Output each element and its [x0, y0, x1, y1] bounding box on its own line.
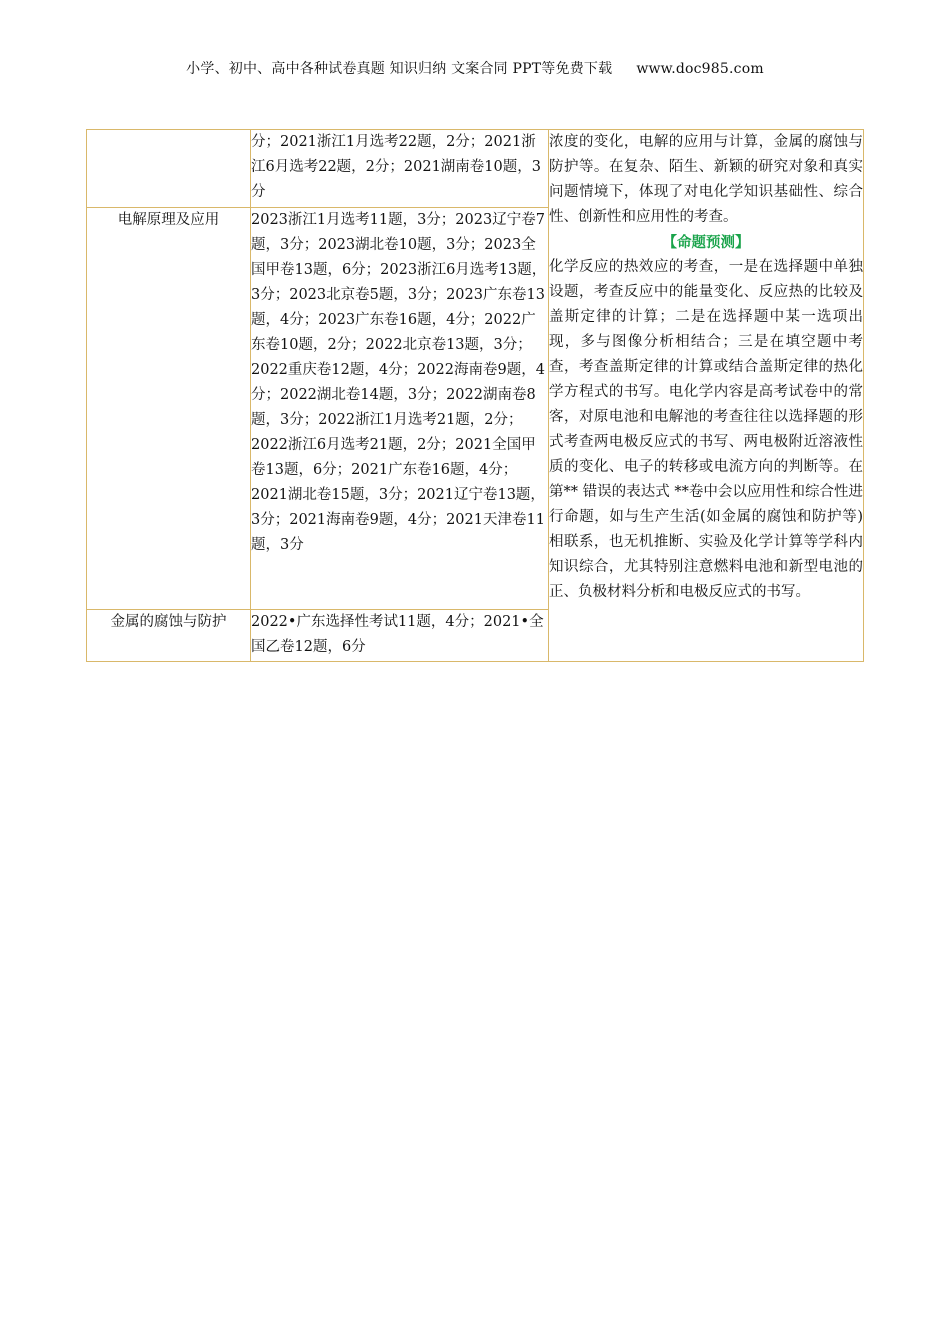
- topic-cell: [87, 130, 251, 208]
- header-text: 小学、初中、高中各种试卷真题 知识归纳 文案合同 PPT等免费下载: [186, 61, 613, 77]
- prediction-title: 【命题预测】: [662, 234, 750, 251]
- exams-cell: 2022•广东选择性考试11题，4分；2021•全国乙卷12题，6分: [251, 610, 549, 662]
- prediction-text: 化学反应的热效应的考查，一是在选择题中单独设题，考查反应中的能量变化、反应热的比较及盖斯定律的计算；二是在选择题中某一选项出现，多与图像分析相结合；三是在填空题中考查，考查盖斯定律的计算或结合盖斯定律的热化学方程式的书写。电化学内容是高考试卷中的常客，对原电池和电解池的考查往往以选择题的形式考查两电极反应式的书写、两电极附近溶液性质的变化、电子的转移或电流方向的判断等。在第** 错误的表达式 **卷中会以应用性和综合性进行命题，如与生产生活(如金属的腐蚀和防护等)相联系，也无机推断、实验及化学计算等学科内知识综合，尤其特别注意燃料电池和新型电池的正、负极材料分析和电极反应式的书写。: [549, 259, 863, 600]
- exam-analysis-table: [86, 129, 864, 662]
- exams-cell: 分；2021浙江1月选考22题，2分；2021浙江6月选考22题，2分；2021湖南卷10题，3分: [251, 130, 549, 208]
- analysis-intro: 浓度的变化，电解的应用与计算，金属的腐蚀与防护等。在复杂、陌生、新颖的研究对象和真实问题情境下，体现了对电化学知识基础性、综合性、创新性和应用性的考查。: [549, 134, 863, 225]
- topic-cell: 金属的腐蚀与防护: [87, 610, 251, 662]
- header-url[interactable]: www.doc985.com: [636, 61, 764, 77]
- topic-cell: 电解原理及应用: [87, 208, 251, 610]
- table-row: [87, 130, 864, 208]
- analysis-cell: [549, 130, 864, 662]
- exams-cell: 2023浙江1月选考11题，3分；2023辽宁卷7题，3分；2023湖北卷10题，3分；2023全国甲卷13题，6分；2023浙江6月选考13题，3分；2023北京卷5题，3分；2023广东卷13题，4分；2023广东卷16题，4分；2022广东卷10题，2分；2022北京卷13题，3分；2022重庆卷12题，4分；2022海南卷9题，4分；2022湖北卷14题，3分；2022湖南卷8题，3分；2022浙江1月选考21题，2分；2022浙江6月选考21题，2分；2021全国甲卷13题，6分；2021广东卷16题，4分；2021湖北卷15题，3分；2021辽宁卷13题，3分；2021海南卷9题，4分；2021天津卷11题，3分: [251, 208, 549, 610]
- page-header: [0, 58, 950, 78]
